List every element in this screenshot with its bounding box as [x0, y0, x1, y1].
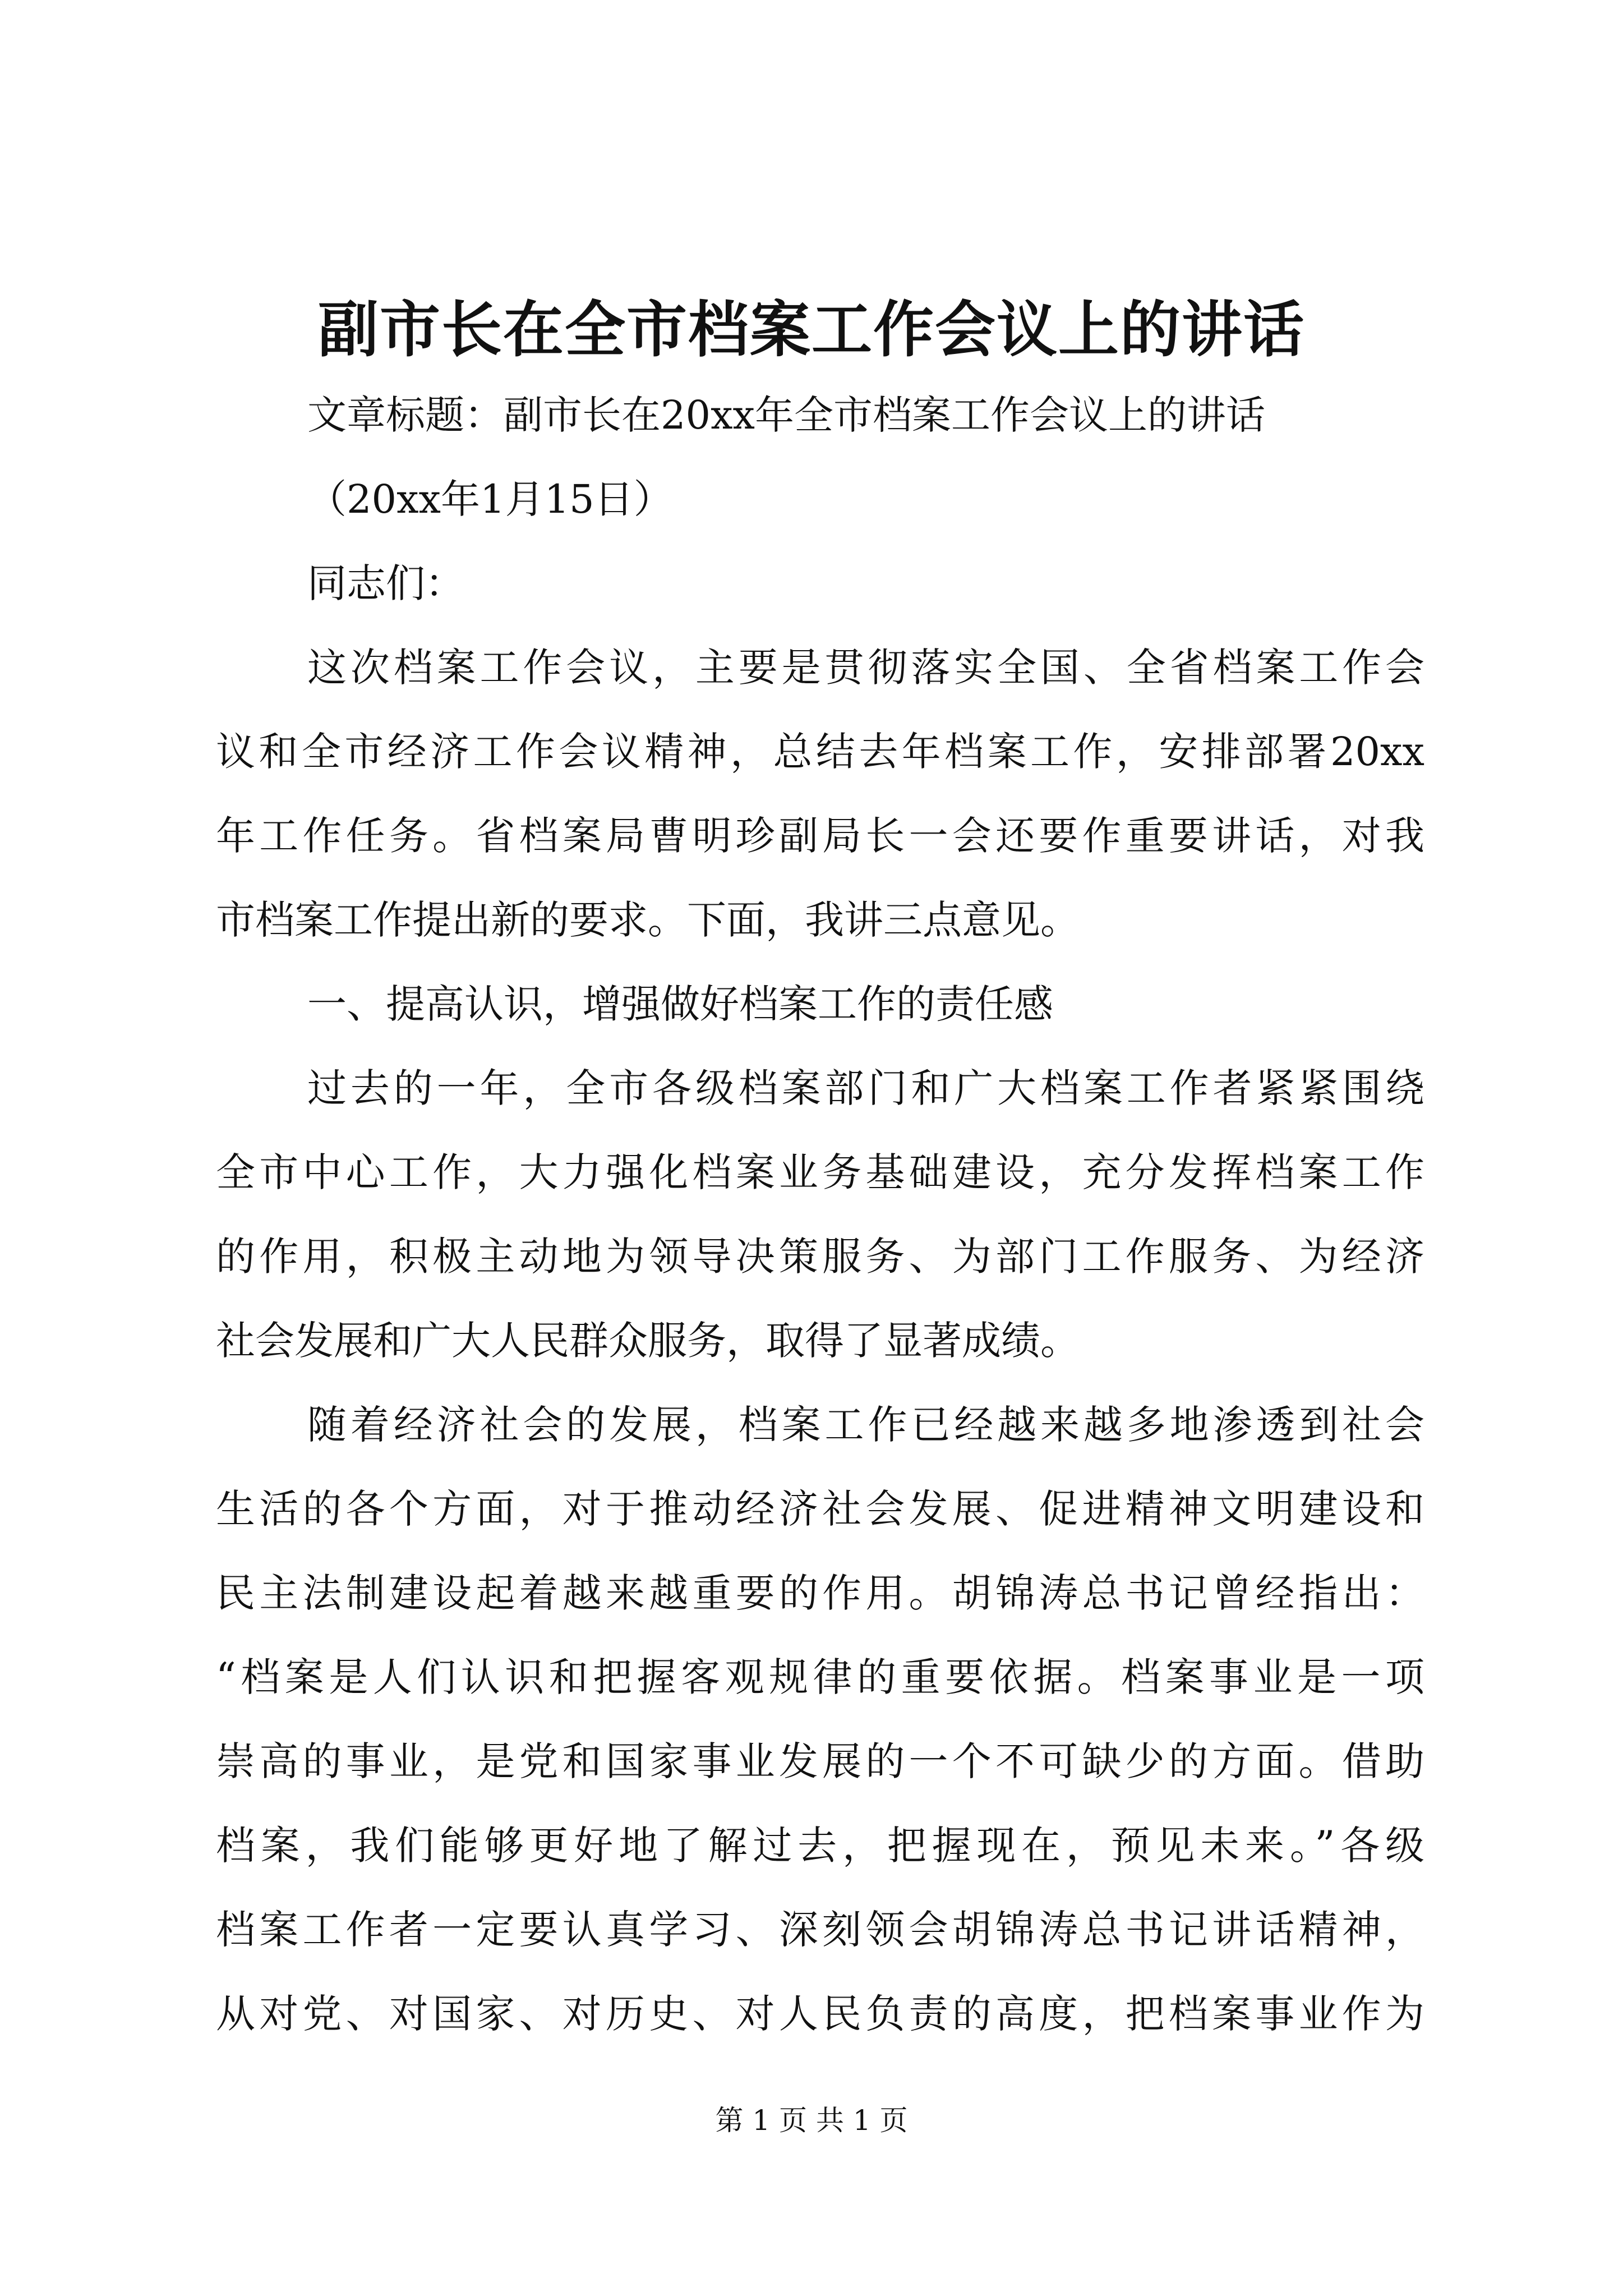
- paragraph-line: 从对党、对国家、对历史、对人民负责的高度，把档案事业作为: [216, 1991, 1424, 2037]
- paragraph-line: 崇高的事业，是党和国家事业发展的一个不可缺少的方面。借助: [216, 1738, 1424, 1784]
- paragraph-line: 的作用，积极主动地为领导决策服务、为部门工作服务、为经济: [216, 1234, 1424, 1280]
- paragraph-line: 随着经济社会的发展，档案工作已经越来越多地渗透到社会: [307, 1402, 1424, 1448]
- paragraph-line: “档案是人们认识和把握客观规律的重要依据。档案事业是一项: [216, 1654, 1424, 1700]
- article-title-line: 文章标题：副市长在20xx年全市档案工作会议上的讲话: [307, 392, 1266, 438]
- paragraph-line: 全市中心工作，大力强化档案业务基础建设，充分发挥档案工作: [216, 1149, 1424, 1195]
- paragraph-line: 市档案工作提出新的要求。下面，我讲三点意见。: [216, 897, 1080, 943]
- paragraph-line: 社会发展和广大人民群众服务，取得了显著成绩。: [216, 1318, 1080, 1364]
- salutation: 同志们：: [307, 560, 464, 606]
- paragraph-line: 民主法制建设起着越来越重要的作用。胡锦涛总书记曾经指出：: [216, 1570, 1424, 1616]
- section-heading: 一、提高认识，增强做好档案工作的责任感: [307, 981, 1053, 1027]
- paragraph-line: 年工作任务。省档案局曹明珍副局长一会还要作重要讲话，对我: [216, 813, 1424, 859]
- paragraph-line: 档案工作者一定要认真学习、深刻领会胡锦涛总书记讲话精神，: [216, 1907, 1424, 1953]
- paragraph-line: 议和全市经济工作会议精神，总结去年档案工作，安排部署20xx: [216, 729, 1424, 775]
- paragraph-line: 生活的各个方面，对于推动经济社会发展、促进精神文明建设和: [216, 1486, 1424, 1532]
- paragraph-line: 档案，我们能够更好地了解过去，把握现在，预见未来。”各级: [216, 1823, 1424, 1869]
- speech-date: （20xx年1月15日）: [307, 476, 673, 522]
- document-title: 副市长在全市档案工作会议上的讲话: [317, 295, 1305, 365]
- paragraph-line: 这次档案工作会议，主要是贯彻落实全国、全省档案工作会: [307, 645, 1424, 691]
- page-number-footer: 第 1 页 共 1 页: [715, 2104, 908, 2137]
- paragraph-line: 过去的一年，全市各级档案部门和广大档案工作者紧紧围绕: [307, 1065, 1424, 1111]
